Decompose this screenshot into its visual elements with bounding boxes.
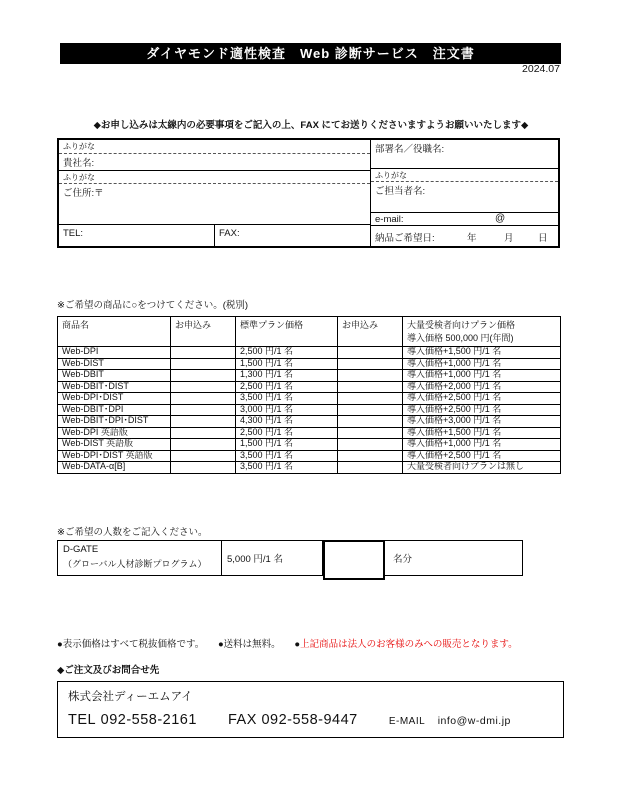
standard-price: 3,500 円/1 名	[236, 450, 338, 462]
table-row	[58, 358, 561, 370]
apply-volume-cell	[338, 450, 403, 462]
footnote-shipping: ●送料は無料。	[217, 639, 281, 650]
standard-price: 3,500 円/1 名	[236, 462, 338, 474]
col-product-name: 商品名	[58, 317, 171, 347]
products-table	[57, 316, 561, 474]
contact-tel-number: 092-558-2161	[100, 712, 197, 728]
dgate-table	[57, 540, 523, 576]
product-name: Web-DPI	[58, 347, 171, 359]
volume-price: 導入価格+2,500 円/1 名	[403, 450, 561, 462]
apply-standard-cell	[171, 427, 236, 439]
apply-volume-cell	[338, 439, 403, 451]
contact-tel-label: TEL	[68, 712, 97, 728]
col-volume-price	[403, 317, 561, 347]
fax-instruction: ◆お申し込みは太線内の必要事項をご記入の上、FAX にてお送りくださいますようお願いいたします◆	[93, 120, 529, 131]
contact-box	[57, 681, 564, 738]
product-name: Web-DBIT･DPI	[58, 404, 171, 416]
company-name-label: 貴社名:	[59, 154, 370, 171]
contact-line	[68, 712, 563, 728]
table-row	[58, 462, 561, 474]
footnote-corporate-only: 上記商品は法人のお客様のみへの販売となります。	[300, 639, 518, 650]
apply-standard-cell	[171, 404, 236, 416]
table-row	[58, 381, 561, 393]
apply-standard-cell	[171, 450, 236, 462]
col-apply-volume: お申込み	[338, 317, 403, 347]
email-row	[371, 213, 558, 226]
customer-info-form	[57, 138, 560, 248]
email-label: e-mail:	[375, 214, 404, 225]
apply-standard-cell	[171, 370, 236, 382]
col-standard-price: 標準プラン価格	[236, 317, 338, 347]
dgate-name-sub: （グローバル人材診断プログラム）	[63, 559, 207, 569]
contact-fax-number: 092-558-9447	[261, 712, 358, 728]
volume-price: 大量受検者向けプランは無し	[403, 462, 561, 474]
standard-price: 2,500 円/1 名	[236, 381, 338, 393]
apply-volume-cell	[338, 370, 403, 382]
col-apply-standard: お申込み	[171, 317, 236, 347]
contact-person-label: ご担当者名:	[371, 182, 558, 213]
standard-price: 2,500 円/1 名	[236, 427, 338, 439]
standard-price: 3,000 円/1 名	[236, 404, 338, 416]
page-title: ダイヤモンド適性検査 Web 診断サービス 注文書	[60, 43, 561, 64]
department-label: 部署名／役職名:	[371, 140, 558, 169]
dgate-product-cell	[57, 540, 222, 576]
form-left-column	[59, 140, 371, 246]
contact-furigana-label: ふりがな	[371, 169, 558, 182]
apply-volume-cell	[338, 381, 403, 393]
apply-volume-cell	[338, 462, 403, 474]
month-label: 月	[504, 233, 514, 244]
delivery-date-label: 納品ご希望日:	[375, 233, 435, 244]
standard-price: 1,500 円/1 名	[236, 439, 338, 451]
tel-fax-row	[59, 225, 370, 246]
contact-email-label: E-MAIL	[388, 716, 426, 727]
company-name: 株式会社ディーエムアイ	[68, 691, 193, 703]
apply-standard-cell	[171, 347, 236, 359]
document-date: 2024.07	[522, 63, 560, 75]
apply-standard-cell	[171, 462, 236, 474]
apply-standard-cell	[171, 358, 236, 370]
apply-standard-cell	[171, 381, 236, 393]
table-row	[58, 393, 561, 405]
product-name: Web-DPI･DIST 英語版	[58, 450, 171, 462]
day-label: 日	[538, 233, 548, 244]
standard-price: 1,300 円/1 名	[236, 370, 338, 382]
volume-price: 導入価格+2,500 円/1 名	[403, 404, 561, 416]
contact-heading: ◆ご注文及びお問合せ先	[57, 665, 160, 676]
products-header-row	[58, 317, 561, 347]
footnote-tax: ●表示価格はすべて税抜価格です。	[57, 639, 205, 650]
apply-standard-cell	[171, 393, 236, 405]
dgate-name: D-GATE	[63, 544, 99, 555]
standard-price: 4,300 円/1 名	[236, 416, 338, 428]
contact-fax-label: FAX	[228, 712, 257, 728]
product-name: Web-DPI･DIST	[58, 393, 171, 405]
apply-standard-cell	[171, 416, 236, 428]
table-row	[58, 439, 561, 451]
dgate-price-cell: 5,000 円/1 名	[222, 540, 323, 576]
volume-price: 導入価格+1,000 円/1 名	[403, 358, 561, 370]
apply-volume-cell	[338, 427, 403, 439]
table-row	[58, 347, 561, 359]
apply-volume-cell	[338, 347, 403, 359]
table-row	[58, 404, 561, 416]
dgate-note: ※ご希望の人数をご記入ください。	[57, 527, 208, 538]
products-note: ※ご希望の商品に○をつけてください。(税別)	[57, 300, 249, 311]
footnote-corporate-bullet: ●	[294, 639, 301, 650]
product-name: Web-DBIT･DPI･DIST	[58, 416, 171, 428]
standard-price: 2,500 円/1 名	[236, 347, 338, 359]
company-furigana-label: ふりがな	[59, 140, 370, 154]
product-name: Web-DIST	[58, 358, 171, 370]
table-row	[58, 416, 561, 428]
volume-price-title: 大量受検者向けプラン価格	[407, 320, 516, 330]
apply-volume-cell	[338, 393, 403, 405]
volume-price: 導入価格+1,500 円/1 名	[403, 427, 561, 439]
volume-price: 導入価格+1,000 円/1 名	[403, 439, 561, 451]
volume-price: 導入価格+3,000 円/1 名	[403, 416, 561, 428]
year-label: 年	[467, 233, 477, 244]
table-row	[58, 450, 561, 462]
tel-label: TEL:	[59, 225, 215, 246]
dgate-count-entry-box	[323, 540, 385, 580]
address-furigana-label: ふりがな	[59, 171, 370, 184]
at-sign: @	[495, 213, 506, 224]
contact-email-address: info@w-dmi.jp	[437, 715, 511, 727]
apply-volume-cell	[338, 358, 403, 370]
product-name: Web-DATA-α[B]	[58, 462, 171, 474]
table-row	[58, 427, 561, 439]
standard-price: 3,500 円/1 名	[236, 393, 338, 405]
volume-price-sub: 導入価格 500,000 円(年間)	[407, 332, 514, 343]
volume-price: 導入価格+1,500 円/1 名	[403, 347, 561, 359]
volume-price: 導入価格+2,000 円/1 名	[403, 381, 561, 393]
volume-price: 導入価格+2,500 円/1 名	[403, 393, 561, 405]
fax-label: FAX:	[219, 228, 240, 239]
product-name: Web-DIST 英語版	[58, 439, 171, 451]
volume-price: 導入価格+1,000 円/1 名	[403, 370, 561, 382]
apply-volume-cell	[338, 404, 403, 416]
apply-standard-cell	[171, 439, 236, 451]
product-name: Web-DBIT･DIST	[58, 381, 171, 393]
form-right-column	[371, 140, 558, 246]
table-row	[58, 370, 561, 382]
apply-volume-cell	[338, 416, 403, 428]
product-name: Web-DPI 英語版	[58, 427, 171, 439]
footnotes	[57, 636, 577, 650]
standard-price: 1,500 円/1 名	[236, 358, 338, 370]
dgate-unit-cell: 名分	[385, 540, 523, 576]
address-label: ご住所:〒	[59, 184, 370, 225]
product-name: Web-DBIT	[58, 370, 171, 382]
delivery-date-row	[371, 226, 558, 246]
